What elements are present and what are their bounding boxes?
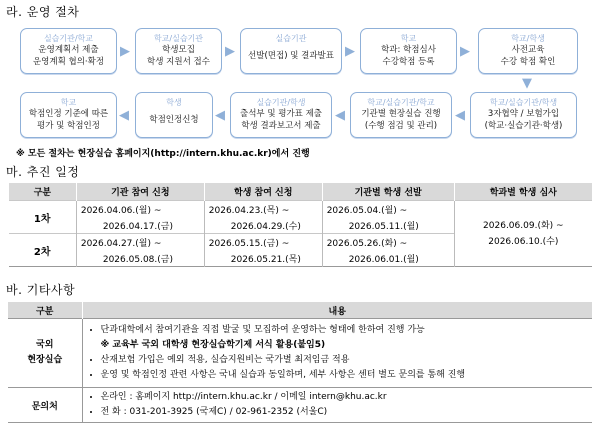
contact-content bbox=[82, 388, 592, 423]
schedule-table bbox=[8, 183, 592, 267]
etc-header-content: 내용 bbox=[82, 302, 592, 319]
arrow-right-icon: ▶ bbox=[225, 44, 235, 59]
table-row: 2026.05.08.(금) 2026.05.21.(목) 2026.06.01.(월) bbox=[9, 250, 593, 267]
etc-section-title: 바. 기타사항 bbox=[6, 283, 76, 297]
procedure-note: ※ 모든 절차는 현장실습 홈페이지(http://intern.khu.ac.kr)에서 진행 bbox=[16, 149, 310, 159]
overseas-label: 국외 현장실습 bbox=[8, 319, 82, 388]
list-item: • 운영 및 학점인정 관련 사항은 국내 실습과 동일하며, 세부 사항은 센터 별도 문의를 통해 진행 bbox=[101, 368, 589, 383]
round-label: 1차 bbox=[9, 201, 77, 234]
table-row: 2차 2026.04.27.(월) ~ 2026.05.15.(금) ~ 2026.05.26.(화) ~ bbox=[9, 234, 593, 251]
arrow-down-icon: ▼ bbox=[522, 76, 532, 91]
arrow-right-icon: ▶ bbox=[120, 44, 130, 59]
schedule-header-agency: 기관 참여 신청 bbox=[76, 183, 204, 201]
arrow-left-icon: ◀ bbox=[119, 108, 129, 123]
review-period: 2026.06.09.(화) ~ 2026.06.10.(수) bbox=[454, 201, 592, 267]
arrow-right-icon: ▶ bbox=[345, 44, 355, 59]
flow-step-7: 학교/실습기관/학교 기관별 현장실습 진행 (수행 점검 및 관리) bbox=[350, 92, 452, 138]
flow-step-6: 학교/실습기관/학생 3자협약 / 보험가입 (학교·실습기관·학생) bbox=[470, 92, 577, 138]
list-item: ※ 교육부 국외 대학생 현장실습학기제 서식 활용(붙임5) bbox=[100, 340, 326, 350]
list-item: • 단과대학에서 참여기관을 직접 발굴 및 모집하여 운영하는 형태에 한하여 진행 가능 bbox=[101, 323, 589, 338]
schedule-header-select: 기관별 학생 선발 bbox=[322, 183, 454, 201]
arrow-right-icon: ▶ bbox=[460, 44, 470, 59]
arrow-left-icon: ◀ bbox=[335, 108, 345, 123]
flow-step-5: 학교/학생 사전교육 수강 학점 확인 bbox=[478, 28, 578, 74]
flow-step-3: 실습기관 선발(면접) 및 결과발표 bbox=[240, 28, 342, 74]
schedule-header-category: 구분 bbox=[9, 183, 77, 201]
table-row bbox=[8, 319, 592, 388]
list-item: • 온라인 : 홈페이지 http://intern.khu.ac.kr / 이메일 intern@khu.ac.kr bbox=[101, 390, 589, 405]
overseas-content bbox=[82, 319, 592, 388]
flow-step-4: 학교 학과: 학점심사 수강학점 등록 bbox=[360, 28, 457, 74]
table-row: 2026.04.17.(금) 2026.04.29.(수) 2026.05.11.(월) bbox=[9, 217, 593, 234]
flow-step-8: 실습기관/학생 출석부 및 평가표 제출 학생 결과보고서 제출 bbox=[230, 92, 332, 138]
round-label: 2차 bbox=[9, 234, 77, 267]
flow-step-2: 학교/실습기관 학생모집 학생 지원서 접수 bbox=[135, 28, 222, 74]
schedule-header-review: 학과별 학생 심사 bbox=[454, 183, 592, 201]
list-item: • 산재보험 가입은 예외 적용, 실습지원비는 국가별 최저임금 적용 bbox=[101, 353, 589, 368]
table-row: 1차 2026.04.06.(월) ~ 2026.04.23.(목) ~ 2026.05.04.(월) ~ 2026.06.09.(화) ~ 2026.06.10.(수) bbox=[9, 201, 593, 218]
arrow-left-icon: ◀ bbox=[455, 108, 465, 123]
etc-header-category: 구분 bbox=[8, 302, 82, 319]
schedule-header-student: 학생 참여 신청 bbox=[204, 183, 322, 201]
table-row bbox=[8, 388, 592, 423]
schedule-section-title: 마. 추진 일정 bbox=[6, 165, 80, 179]
etc-table bbox=[8, 302, 592, 423]
flow-step-9: 학생 학점인정신청 bbox=[135, 92, 213, 138]
procedure-section-title: 라. 운영 절차 bbox=[6, 5, 80, 19]
contact-label: 문의처 bbox=[8, 388, 82, 423]
flow-step-10: 학교 학점인정 기준에 따른 평가 및 학점인정 bbox=[20, 92, 117, 138]
flow-step-1: 실습기관/학교 운영계획서 제출 운영계획 협의·확정 bbox=[20, 28, 117, 74]
list-item: • 전 화 : 031-201-3925 (국제C) / 02-961-2352 (서울C) bbox=[101, 405, 589, 420]
arrow-left-icon: ◀ bbox=[215, 108, 225, 123]
